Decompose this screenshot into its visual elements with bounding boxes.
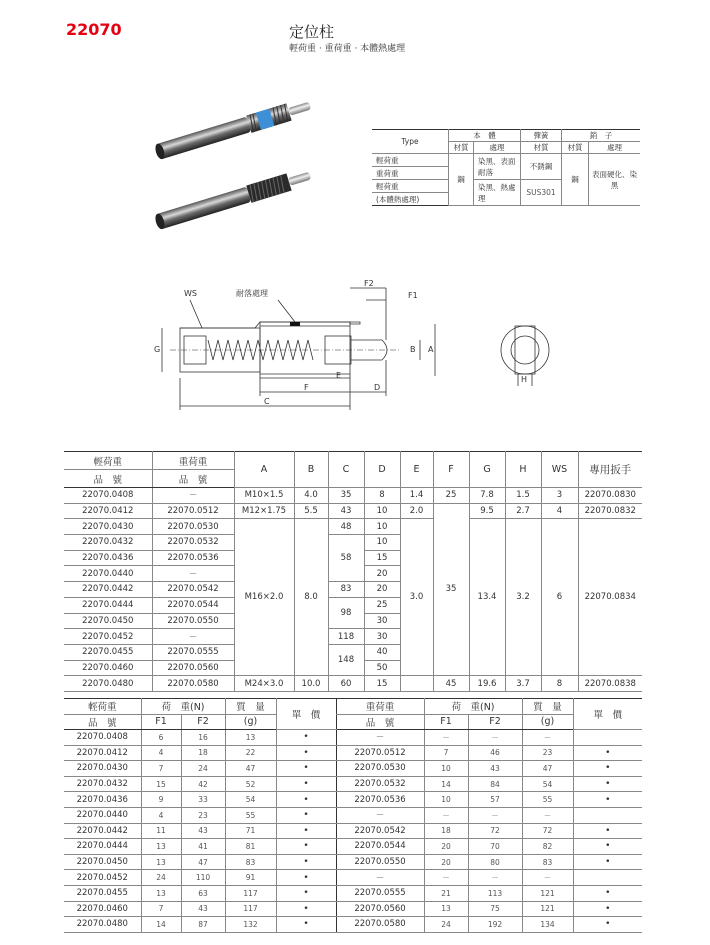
cell: 4 [541,503,578,519]
cell: 25 [364,597,400,613]
cell: 22070.0542 [336,823,424,839]
cell: 22070.0412 [64,503,152,519]
type-row: 輕荷重 [372,180,449,193]
cell: 47 [225,761,276,777]
cell: 22070.0834 [578,519,642,676]
price-dot: • [573,776,642,792]
col-mass: 質 量 [225,699,276,715]
cell: 22070.0838 [578,676,642,692]
price-dot: • [276,745,336,761]
cell: 16 [181,730,225,746]
cell: 82 [522,839,573,855]
cell: 22070.0530 [336,761,424,777]
cell: 24 [181,761,225,777]
table-row [64,761,642,777]
cell: 13.4 [469,519,505,676]
label-f: F [304,383,309,392]
label-b: B [410,345,416,354]
label-a: A [428,345,434,354]
cell: 22070.0550 [336,854,424,870]
table-row [64,807,642,823]
label-f2: F2 [364,279,374,288]
table-row [64,885,642,901]
dimension-table [64,451,642,692]
col-part-no: 品 號 [64,470,152,488]
body-material: 鋼 [449,154,474,206]
cell: 5.5 [294,503,328,519]
cell: 43 [468,761,522,777]
cell: 132 [225,917,276,933]
cell: 117 [225,885,276,901]
label-nylok: 耐落處理 [236,289,268,298]
cell: 117 [225,901,276,917]
cell: 22070.0450 [64,854,141,870]
cell: 24 [141,870,181,886]
cell: － [522,870,573,886]
cell: 70 [468,839,522,855]
cell: 7.8 [469,488,505,504]
load-weight-table [64,698,642,933]
cell: 22070.0452 [64,870,141,886]
cell: 91 [225,870,276,886]
col-light: 輕荷重 [64,452,152,470]
cell: 84 [468,776,522,792]
cell: 23 [522,745,573,761]
table-row [64,839,642,855]
cell: 23 [181,807,225,823]
cell: 121 [522,885,573,901]
pin-treatment: 表面硬化、染黑 [589,154,641,206]
table-row [64,745,642,761]
label-e: E [336,371,342,380]
cell: 22070.0436 [64,550,152,566]
cell: 83 [328,582,364,598]
cell: 6 [141,730,181,746]
col-heavy: 重荷重 [152,452,234,470]
cell: 75 [468,901,522,917]
price-dot: • [573,854,642,870]
cell: 24 [424,917,468,933]
col-light: 輕荷重 [64,699,141,715]
cell: 22070.0555 [152,644,234,660]
cell: 3.7 [505,676,541,692]
cell: 134 [522,917,573,933]
col-g: G [469,452,505,488]
cell: 22070.0444 [64,597,152,613]
cell: M16×2.0 [234,519,294,676]
price-dot: • [276,730,336,746]
price-dot: • [276,901,336,917]
col-part-no: 品 號 [64,714,141,730]
price-dot: • [573,823,642,839]
label-f1: F1 [408,291,418,300]
cell: 8 [364,488,400,504]
price-dot: • [276,823,336,839]
cell: 22070.0544 [152,597,234,613]
price-dot [573,870,642,886]
cell: 22070.0432 [64,535,152,551]
cell: 35 [433,503,469,676]
cell: 63 [181,885,225,901]
cell: 22070.0555 [336,885,424,901]
cell: M12×1.75 [234,503,294,519]
cell: 54 [225,792,276,808]
cell: 83 [522,854,573,870]
cell: 22070.0542 [152,582,234,598]
cell: － [468,807,522,823]
cell: 57 [468,792,522,808]
cell: 10 [424,761,468,777]
col-f1: F1 [424,714,468,730]
cell: 15 [364,676,400,692]
technical-drawing [150,278,560,418]
cell: 30 [364,629,400,645]
price-dot: • [276,839,336,855]
cell: 60 [328,676,364,692]
cell: 22070.0532 [336,776,424,792]
material-table [372,129,640,206]
cell: 22070.0408 [64,488,152,504]
cell: 54 [522,776,573,792]
cell: 22070.0452 [64,629,152,645]
cell: 13 [141,839,181,855]
cell: 22070.0560 [336,901,424,917]
cell: 87 [181,917,225,933]
price-dot: • [276,761,336,777]
cell: 43 [328,503,364,519]
sub-material: 材質 [562,142,589,154]
cell: 22070.0412 [64,745,141,761]
cell: － [152,488,234,504]
col-h: H [505,452,541,488]
cell: － [336,870,424,886]
cell: 20 [364,566,400,582]
cell: 43 [181,901,225,917]
cell: 4.0 [294,488,328,504]
cell: 45 [433,676,469,692]
cell: 22070.0440 [64,807,141,823]
cell: 10.0 [294,676,328,692]
cell: 22070.0544 [336,839,424,855]
cell: 47 [181,854,225,870]
price-dot [573,807,642,823]
table-row [64,917,642,933]
cell: 10 [364,535,400,551]
cell: 22070.0512 [336,745,424,761]
col-mass-unit: (g) [522,714,573,730]
sub-treatment: 處理 [474,142,521,154]
cell: 19.6 [469,676,505,692]
cell: 72 [468,823,522,839]
sub-treatment: 處理 [589,142,641,154]
cell: 41 [181,839,225,855]
body-header: 本 體 [449,130,521,142]
col-b: B [294,452,328,488]
cell: 2.0 [400,503,433,519]
table-row [64,519,642,535]
cell: － [522,807,573,823]
spring-material-1: 不銹鋼 [521,154,562,180]
cell: 58 [328,535,364,582]
cell: 20 [364,582,400,598]
cell: 1.4 [400,488,433,504]
cell: 8 [541,676,578,692]
sub-material: 材質 [449,142,474,154]
cell: － [424,870,468,886]
cell: 192 [468,917,522,933]
cell: 11 [141,823,181,839]
cell: 15 [141,776,181,792]
label-g: G [154,345,161,354]
cell: 22070.0460 [64,901,141,917]
cell: 6 [541,519,578,676]
col-mass: 質 量 [522,699,573,715]
cell: 10 [424,792,468,808]
col-e: E [400,452,433,488]
col-wrench: 專用扳手 [578,452,642,488]
cell: 15 [364,550,400,566]
cell: 50 [364,660,400,676]
cell: 3.0 [400,519,433,676]
table-row [64,901,642,917]
cell: 22070.0455 [64,885,141,901]
cell: 22070.0830 [578,488,642,504]
cell: 22070.0442 [64,582,152,598]
page-title: 定位柱 [289,23,335,41]
cell: 14 [424,776,468,792]
price-dot: • [276,854,336,870]
cell: M24×3.0 [234,676,294,692]
cell: 30 [364,613,400,629]
col-load: 荷 重(N) [141,699,225,715]
price-dot: • [276,807,336,823]
cell: 22070.0430 [64,761,141,777]
cell: 118 [328,629,364,645]
col-f1: F1 [141,714,181,730]
cell: 72 [522,823,573,839]
cell: 22070.0408 [64,730,141,746]
cell: 22070.0436 [64,792,141,808]
col-f2: F2 [468,714,522,730]
cell: 80 [468,854,522,870]
cell: 22070.0480 [64,676,152,692]
cell: 25 [433,488,469,504]
table-row [64,488,642,504]
price-dot: • [276,917,336,933]
table-row [64,854,642,870]
cell: 4 [141,807,181,823]
price-dot: • [573,901,642,917]
price-dot: • [276,792,336,808]
treatment-1: 染黑、表面耐落 [474,154,521,180]
cell: 18 [181,745,225,761]
cell: 20 [424,839,468,855]
cell: 81 [225,839,276,855]
cell: 22070.0440 [64,566,152,582]
spring-header: 彈簧 [521,130,562,142]
cell: 42 [181,776,225,792]
price-dot: • [573,885,642,901]
cell: 13 [141,885,181,901]
cell: 10 [364,519,400,535]
cell: 55 [522,792,573,808]
table-row [64,730,642,746]
table-row [64,503,642,519]
cell: 22070.0512 [152,503,234,519]
cell: 10 [364,503,400,519]
cell: 22070.0536 [336,792,424,808]
cell: 48 [328,519,364,535]
price-dot: • [276,776,336,792]
cell: 121 [522,901,573,917]
spring-material-2: SUS301 [521,180,562,206]
cell: － [424,730,468,746]
cell: 4 [141,745,181,761]
cell: 148 [328,644,364,675]
label-c: C [264,397,270,406]
cell: 113 [468,885,522,901]
table-row [64,823,642,839]
pin-material: 鋼 [562,154,589,206]
sub-material: 材質 [521,142,562,154]
price-dot: • [573,745,642,761]
cell: 22070.0532 [152,535,234,551]
col-d: D [364,452,400,488]
col-price: 單 價 [276,699,336,730]
label-h: H [521,375,528,384]
cell: － [336,730,424,746]
cell: 43 [181,823,225,839]
type-row: 重荷重 [372,167,449,180]
cell: 1.5 [505,488,541,504]
col-heavy: 重荷重 [336,699,424,715]
label-d: D [374,383,381,392]
treatment-2: 染黑、熱處理 [474,180,521,206]
cell: 9 [141,792,181,808]
cell: 22070.0560 [152,660,234,676]
cell: 22070.0530 [152,519,234,535]
cell: 22 [225,745,276,761]
col-price: 單 價 [573,699,642,730]
cell: － [522,730,573,746]
cell: 22070.0430 [64,519,152,535]
col-ws: WS [541,452,578,488]
page-subtitle: 輕荷重 · 重荷重 · 本體熱處理 [289,44,406,54]
cell: 9.5 [469,503,505,519]
cell: 22070.0580 [152,676,234,692]
cell: 47 [522,761,573,777]
cell: 3 [541,488,578,504]
price-dot: • [573,792,642,808]
cell: － [468,730,522,746]
cell: 20 [424,854,468,870]
table-row [64,676,642,692]
cell: 22070.0444 [64,839,141,855]
cell: 18 [424,823,468,839]
cell: 83 [225,854,276,870]
type-header: Type [372,130,449,154]
cell: 46 [468,745,522,761]
col-f: F [433,452,469,488]
cell: 21 [424,885,468,901]
cell: － [336,807,424,823]
cell: 52 [225,776,276,792]
table-row [64,792,642,808]
cell: 3.2 [505,519,541,676]
price-dot: • [573,917,642,933]
product-photo [140,100,320,235]
col-f2: F2 [181,714,225,730]
cell: 22070.0832 [578,503,642,519]
cell: 22070.0460 [64,660,152,676]
cell: 2.7 [505,503,541,519]
cell: 22070.0450 [64,613,152,629]
price-dot: • [573,761,642,777]
col-a: A [234,452,294,488]
label-ws: WS [184,289,197,298]
cell: － [152,629,234,645]
cell: 22070.0550 [152,613,234,629]
cell: 22070.0480 [64,917,141,933]
table-row [64,776,642,792]
cell: 71 [225,823,276,839]
cell: 22070.0432 [64,776,141,792]
cell: 13 [141,854,181,870]
type-row: 輕荷重 [372,154,449,167]
cell: － [424,807,468,823]
cell: － [468,870,522,886]
col-mass-unit: (g) [225,714,276,730]
cell: 22070.0580 [336,917,424,933]
cell [400,676,433,692]
product-code: 22070 [66,20,122,39]
cell: 22070.0455 [64,644,152,660]
cell: － [152,566,234,582]
col-part-no: 品 號 [336,714,424,730]
type-row: (本體熱處理) [372,193,449,206]
price-dot [573,730,642,746]
pin-header: 銷 子 [562,130,641,142]
cell: 55 [225,807,276,823]
cell: 22070.0536 [152,550,234,566]
cell: 40 [364,644,400,660]
cell: 7 [141,901,181,917]
price-dot: • [276,885,336,901]
table-row [64,870,642,886]
cell: 98 [328,597,364,628]
cell: 13 [225,730,276,746]
cell: 8.0 [294,519,328,676]
price-dot: • [573,839,642,855]
cell: 7 [141,761,181,777]
cell: 13 [424,901,468,917]
cell: 35 [328,488,364,504]
price-dot: • [276,870,336,886]
col-load: 荷 重(N) [424,699,522,715]
cell: 22070.0442 [64,823,141,839]
cell: 7 [424,745,468,761]
col-c: C [328,452,364,488]
cell: 33 [181,792,225,808]
col-part-no: 品 號 [152,470,234,488]
cell: M10×1.5 [234,488,294,504]
cell: 110 [181,870,225,886]
cell: 14 [141,917,181,933]
